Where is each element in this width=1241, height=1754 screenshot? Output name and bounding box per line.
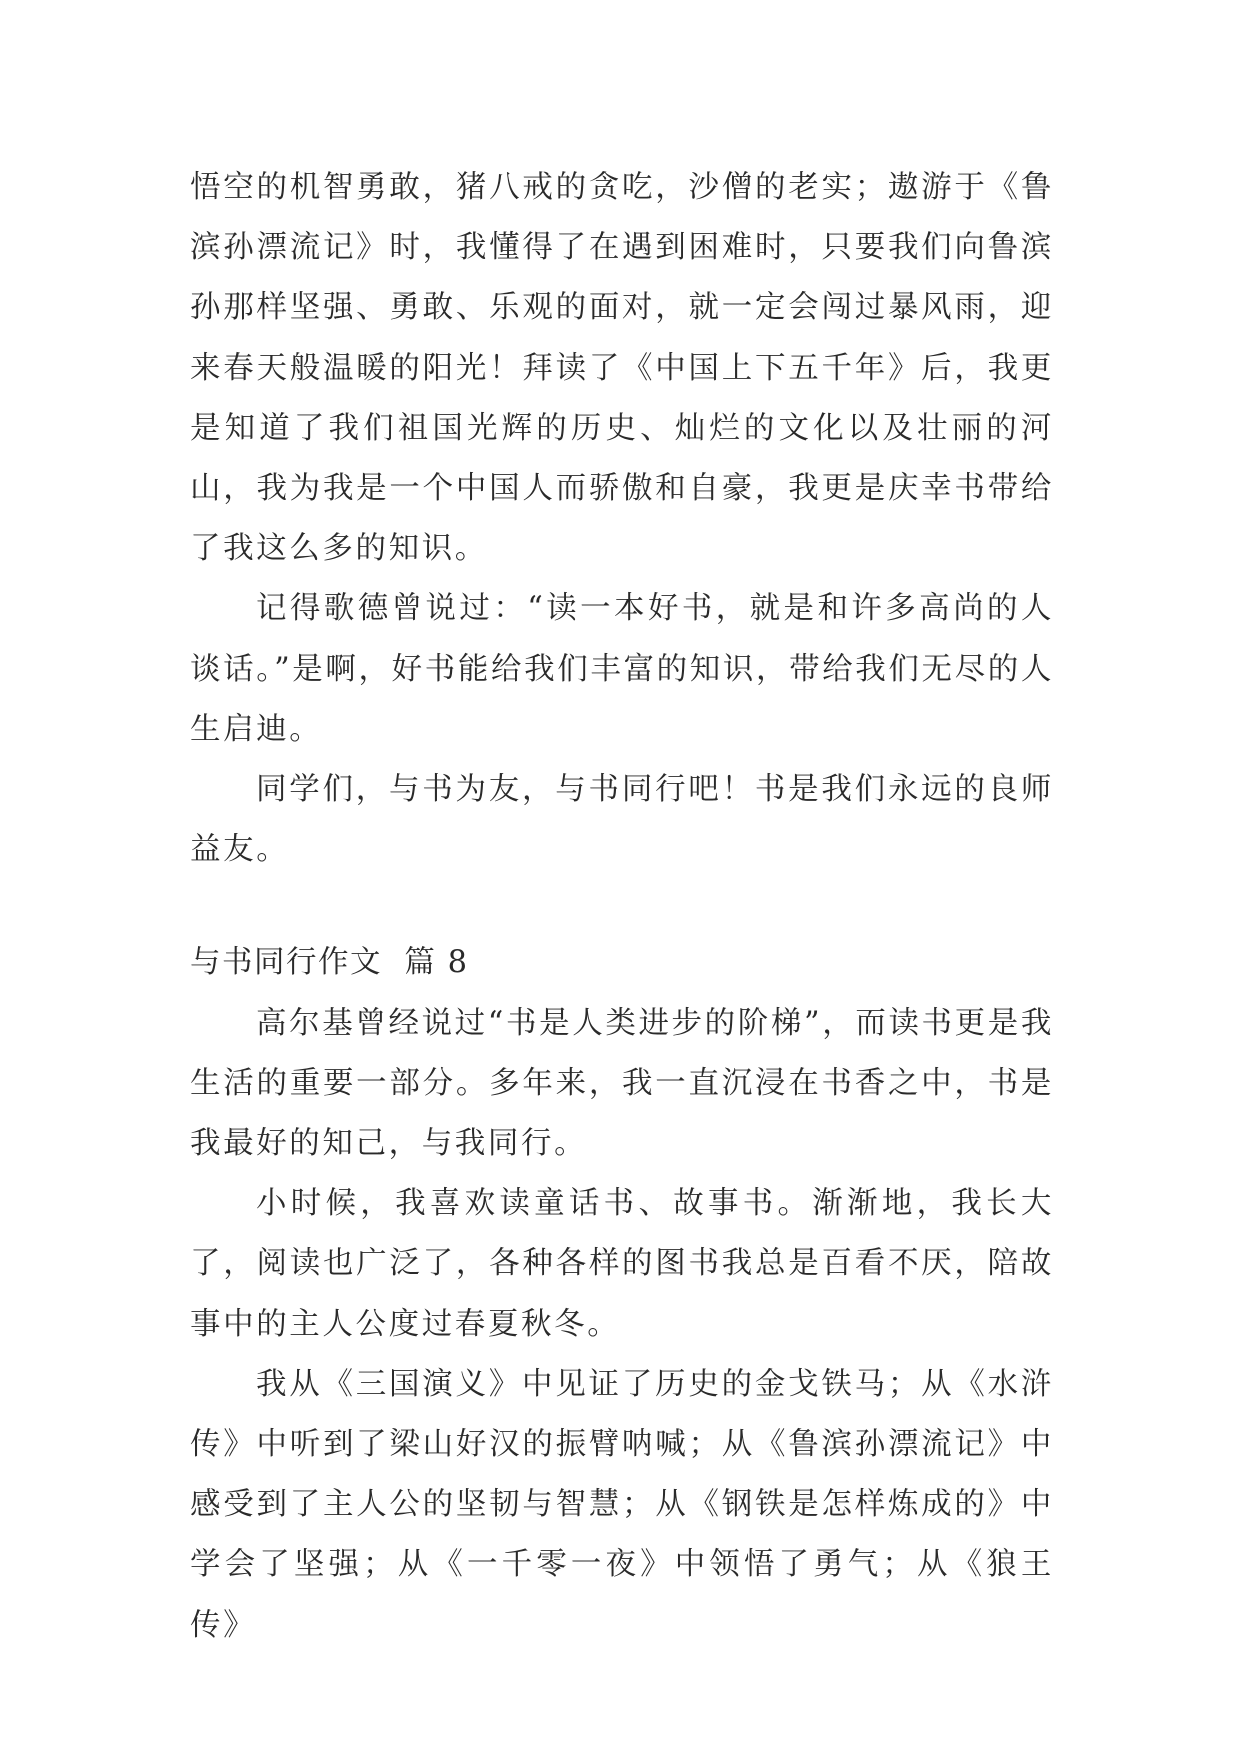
paragraph-books-list: 我从《三国演义》中见证了历史的金戈铁马；从《水浒传》中听到了梁山好汉的振臂呐喊；从《鲁滨孙漂流记》中感受到了主人公的坚韧与智慧；从《钢铁是怎样炼成的》中学会了坚强；从《一千零一夜》中领悟了勇气；从《狼王传》 <box>190 1366 1054 1643</box>
document-page <box>190 158 1054 1656</box>
paragraph-continuation: 悟空的机智勇敢，猪八戒的贪吃，沙僧的老实；遨游于《鲁滨孙漂流记》时，我懂得了在遇到困难时，只要我们向鲁滨孙那样坚强、勇敢、乐观的面对，就一定会闯过暴风雨，迎来春天般温暖的阳光！拜读了《中国上下五千年》后，我更是知道了我们祖国光辉的历史、灿烂的文化以及壮丽的河山，我为我是一个中国人而骄傲和自豪，我更是庆幸书带给了我这么多的知识。 <box>190 170 1054 567</box>
section-heading: 与书同行作文 篇 8 <box>190 945 469 981</box>
paragraph-gorky-quote: 高尔基曾经说过“书是人类进步的阶梯”，而读书更是我生活的重要一部分。多年来，我一直沉浸在书香之中，书是我最好的知己，与我同行。 <box>190 1005 1054 1162</box>
paragraph-goethe-quote: 记得歌德曾说过：“读一本好书，就是和许多高尚的人谈话。”是啊，好书能给我们丰富的知识，带给我们无尽的人生启迪。 <box>190 591 1054 747</box>
paragraph-childhood: 小时候，我喜欢读童话书、故事书。渐渐地，我长大了，阅读也广泛了，各种各样的图书我总是百看不厌，陪故事中的主人公度过春夏秋冬。 <box>190 1186 1054 1342</box>
paragraph-closing: 同学们，与书为友，与书同行吧！书是我们永远的良师益友。 <box>190 772 1054 868</box>
